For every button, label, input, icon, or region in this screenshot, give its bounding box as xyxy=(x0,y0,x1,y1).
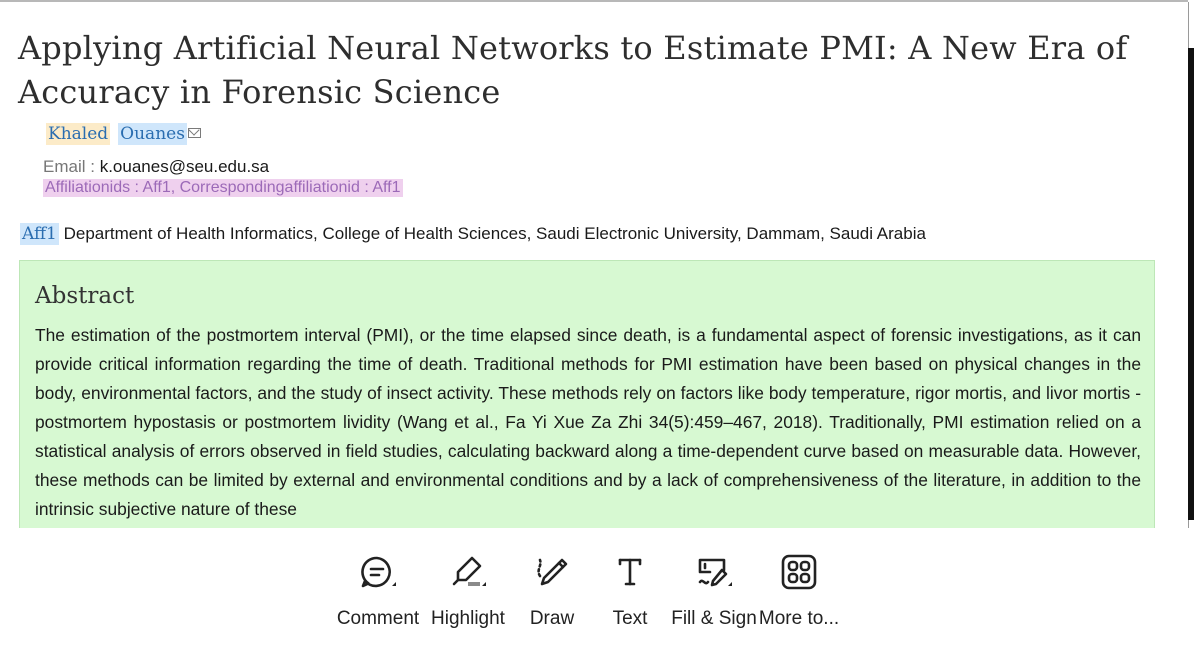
more-tools-icon xyxy=(779,552,819,592)
text-icon xyxy=(610,552,650,592)
email-line xyxy=(43,157,269,177)
fill-sign-tool-label: Fill & Sign xyxy=(671,608,757,629)
abstract-section xyxy=(19,260,1155,528)
affiliation-tag[interactable]: Aff1 xyxy=(22,224,57,244)
mail-icon[interactable] xyxy=(188,128,201,138)
author-line xyxy=(46,124,201,144)
page-top-border xyxy=(0,0,1188,2)
affiliation-line xyxy=(20,224,926,244)
abstract-heading: Abstract xyxy=(35,283,135,309)
highlighter-icon xyxy=(448,552,488,592)
author-given-name[interactable]: Khaled xyxy=(48,124,109,144)
fill-sign-icon xyxy=(694,552,734,592)
affiliation-text: Department of Health Informatics, College of Health Sciences, Saudi Electronic University, Dammam, Saudi Arabia xyxy=(63,224,926,243)
more-tools-button[interactable] xyxy=(754,528,844,646)
affiliation-ids: Affiliationids : Aff1, Correspondingaffiliationid : Aff1 xyxy=(45,179,401,196)
scrollbar-thumb[interactable] xyxy=(1188,48,1194,520)
abstract-text: The estimation of the postmortem interval (PMI), or the time elapsed since death, is a fundamental aspect of forensic investigations, as it can provide critical information regarding the time of death. Traditional methods for PMI estimation have been based on physical changes in the body, environmental factors, and the study of insect activity. These methods rely on factors like body temperature, rigor mortis, and livor mortis -postmortem hypostasis or postmortem lividity (Wang et al., Fa Yi Xue Za Zhi 34(5):459–467, 2018). Traditionally, PMI estimation relied on a statistical analysis of errors observed in field studies, calculating backward along a time-dependent curve based on measurable data. However, these methods can be limited by external and environmental conditions and by a lack of comprehensiveness of the literature, in addition to the intrinsic subjective nature of these xyxy=(35,325,1141,519)
text-tool-label: Text xyxy=(612,608,648,629)
email-address[interactable]: k.ouanes@seu.edu.sa xyxy=(99,157,270,176)
email-label: Email : xyxy=(43,157,95,176)
draw-tool-label: Draw xyxy=(529,608,575,629)
annotation-toolbar xyxy=(0,528,1200,646)
highlight-tool-label: Highlight xyxy=(431,608,505,629)
pencil-icon xyxy=(532,552,572,592)
author-family-name[interactable]: Ouanes xyxy=(120,124,185,144)
article-title: Applying Artificial Neural Networks to Estimate PMI: A New Era of Accuracy in Forensic Science xyxy=(18,29,1128,111)
comment-tool-label: Comment xyxy=(336,608,420,629)
more-tools-label: More to... xyxy=(758,608,840,629)
comment-icon xyxy=(358,552,398,592)
